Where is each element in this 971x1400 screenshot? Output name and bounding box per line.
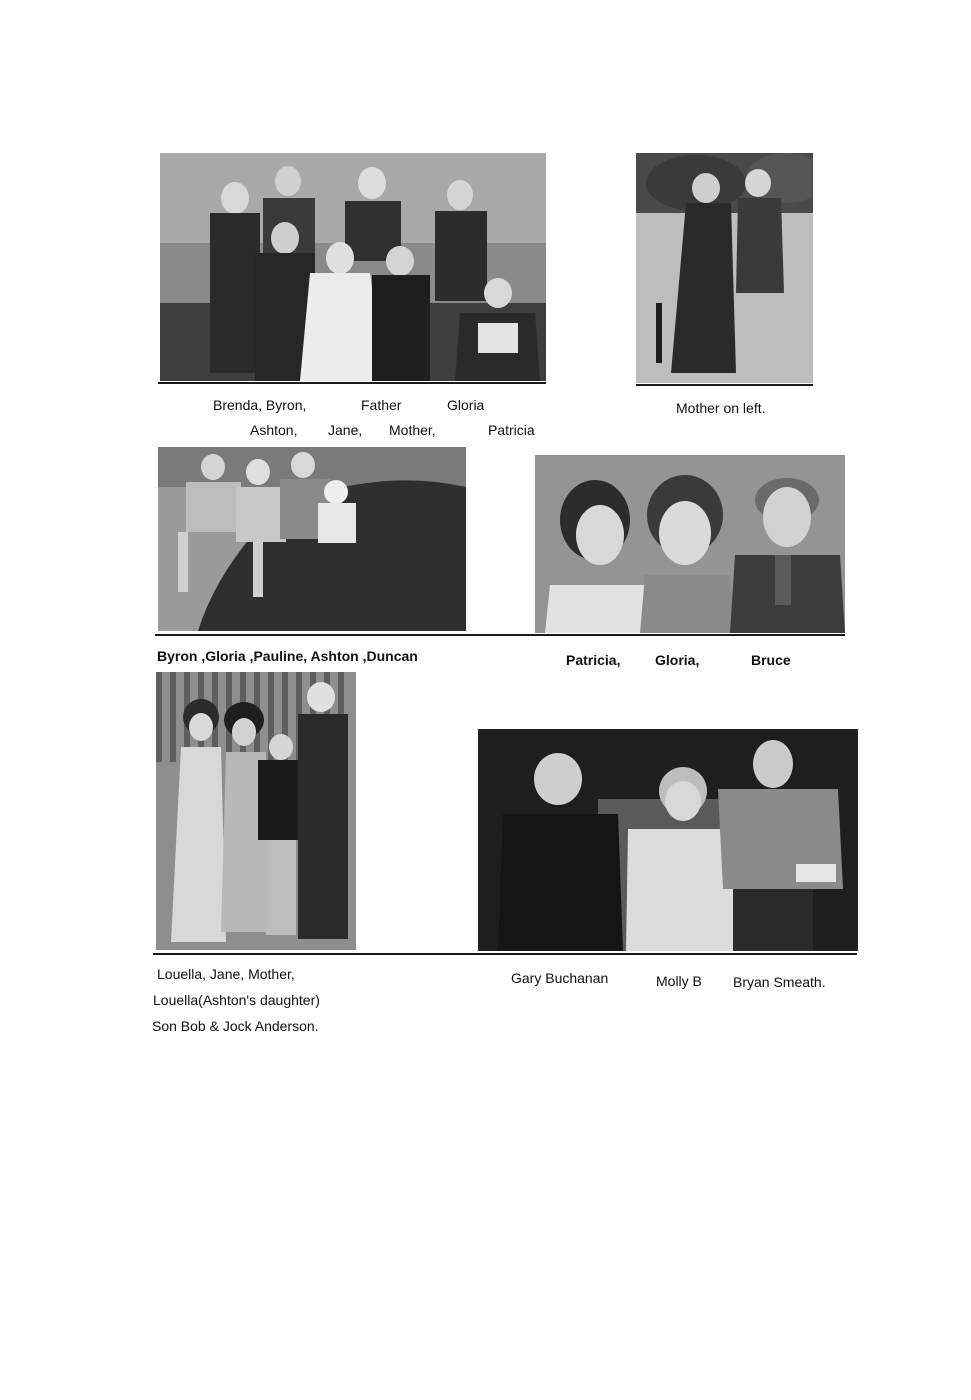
formal-group-caption-line: Louella(Ashton's daughter) — [153, 992, 320, 1008]
pony-caption: Byron ,Gloria ,Pauline, Ashton ,Duncan — [157, 648, 418, 664]
mother-photo-rule — [636, 384, 813, 386]
three-children-caption-name: Bruce — [751, 652, 791, 668]
wedding-caption-name: Gloria — [447, 397, 485, 413]
mother-photo — [636, 153, 813, 383]
three-adults-caption-name: Gary Buchanan — [511, 970, 609, 986]
wedding-photo-rule — [158, 382, 546, 384]
three-adults-caption-name: Molly B — [656, 973, 702, 989]
wedding-caption-name: Jane, — [328, 422, 363, 438]
wedding-caption-name: Ashton, — [250, 422, 298, 438]
pony-photo-rule — [155, 634, 845, 636]
wedding-group-photo — [160, 153, 546, 381]
pony-photo — [158, 447, 466, 631]
formal-group-photo — [156, 672, 356, 950]
three-adults-caption-name: Bryan Smeath. — [733, 974, 826, 990]
three-adults-photo — [478, 729, 858, 951]
formal-group-caption-line: Louella, Jane, Mother, — [157, 966, 295, 982]
wedding-caption-name: Mother, — [389, 422, 436, 438]
lower-photos-rule — [153, 953, 857, 955]
mother-caption: Mother on left. — [676, 400, 766, 416]
wedding-caption-name: Patricia — [488, 422, 535, 438]
three-children-photo — [535, 455, 845, 633]
wedding-caption-name: Brenda, Byron, — [213, 397, 307, 413]
three-children-caption-name: Gloria, — [655, 652, 700, 668]
formal-group-caption-line: Son Bob & Jock Anderson. — [152, 1018, 319, 1034]
wedding-caption-name: Father — [361, 397, 402, 413]
three-children-caption-name: Patricia, — [566, 652, 621, 668]
